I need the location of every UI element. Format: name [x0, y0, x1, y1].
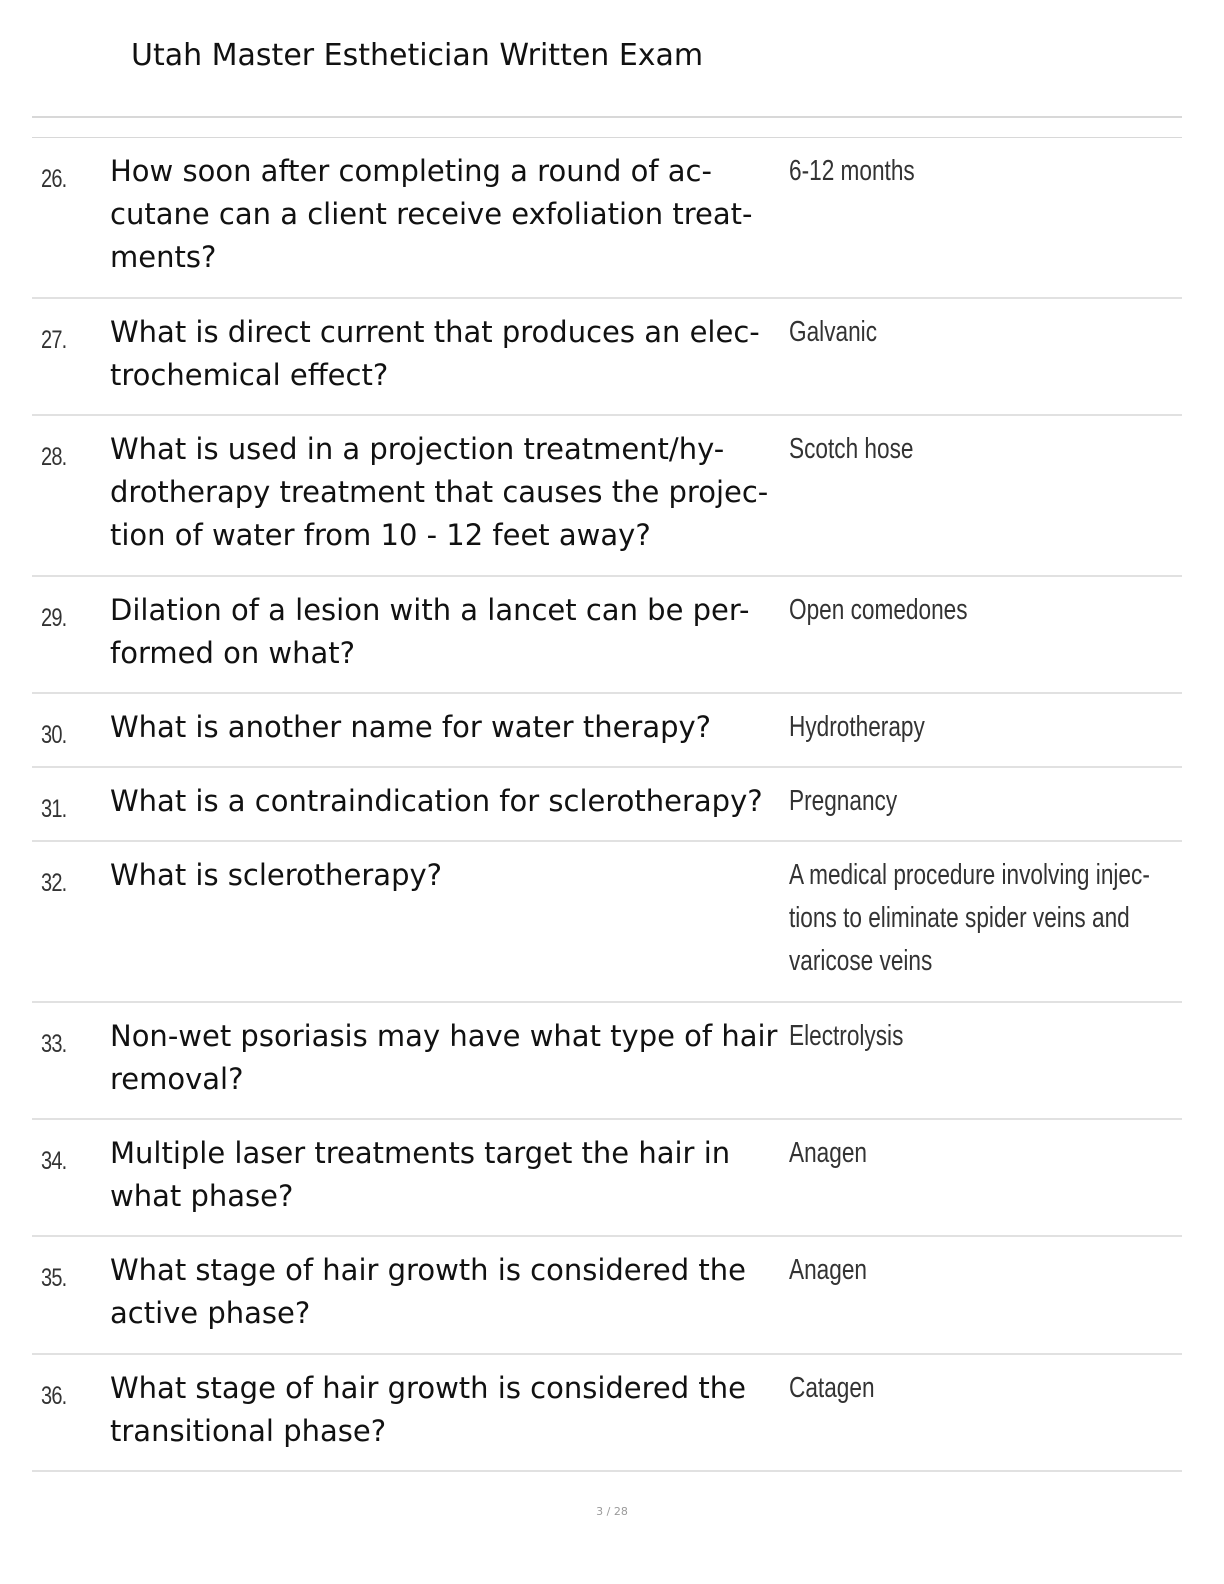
answer-text: Electrolysis	[789, 1020, 904, 1052]
header-divider	[32, 116, 1182, 118]
qa-list	[32, 138, 1182, 1472]
qa-row-31	[32, 768, 1182, 842]
question-number: 30.	[41, 721, 67, 749]
question-text: What is sclerotherapy?	[110, 858, 443, 892]
answer-text: Hydrotherapy	[789, 711, 925, 743]
qa-row-36	[32, 1355, 1182, 1472]
question-text: Multiple laser treatments target the hair in what phase?	[110, 1136, 731, 1213]
question-number: 28.	[41, 443, 67, 471]
question-text: How soon after completing a round of ac-cutane can a client receive exfoliation treat-ments?	[110, 154, 753, 274]
question-text: What stage of hair growth is considered the transitional phase?	[110, 1371, 746, 1448]
answer-text: Anagen	[789, 1254, 867, 1286]
qa-row-34	[32, 1120, 1182, 1237]
answer-text: Open comedones	[789, 594, 968, 626]
question-number: 34.	[41, 1147, 67, 1175]
question-number: 26.	[41, 165, 67, 193]
qa-row-28	[32, 416, 1182, 577]
question-number: 36.	[41, 1382, 67, 1410]
qa-row-32	[32, 842, 1182, 1003]
answer-text: Galvanic	[789, 316, 878, 348]
answer-text: Pregnancy	[789, 785, 898, 817]
answer-text: 6-12 months	[789, 155, 915, 187]
question-number: 27.	[41, 326, 67, 354]
question-number: 35.	[41, 1264, 67, 1292]
question-number: 33.	[41, 1030, 67, 1058]
qa-row-26	[32, 138, 1182, 299]
answer-text: Catagen	[789, 1372, 875, 1404]
question-number: 31.	[41, 795, 67, 823]
question-text: What is used in a projection treatment/hy-drotherapy treatment that causes the projec-tion of water from 10 - 12 feet away?	[110, 432, 769, 552]
qa-row-30	[32, 694, 1182, 768]
page-number: 3 / 28	[596, 1505, 628, 1518]
question-text: What is direct current that produces an elec-trochemical effect?	[110, 315, 760, 392]
qa-row-27	[32, 299, 1182, 416]
question-text: Non-wet psoriasis may have what type of hair removal?	[110, 1019, 778, 1096]
page-title: Utah Master Esthetician Written Exam	[131, 38, 704, 73]
question-number: 29.	[41, 604, 67, 632]
qa-row-29	[32, 577, 1182, 694]
answer-text: A medical procedure involving injec-tions to eliminate spider veins and varicose veins	[789, 859, 1150, 977]
qa-row-35	[32, 1237, 1182, 1355]
answer-text: Scotch hose	[789, 433, 914, 465]
question-text: What is a contraindication for sclerotherapy?	[110, 784, 763, 818]
question-text: What stage of hair growth is considered the active phase?	[110, 1253, 746, 1330]
qa-row-33	[32, 1003, 1182, 1120]
question-text: What is another name for water therapy?	[110, 710, 712, 744]
answer-text: Anagen	[789, 1137, 867, 1169]
question-number: 32.	[41, 869, 67, 897]
question-text: Dilation of a lesion with a lancet can be per-formed on what?	[110, 593, 750, 670]
